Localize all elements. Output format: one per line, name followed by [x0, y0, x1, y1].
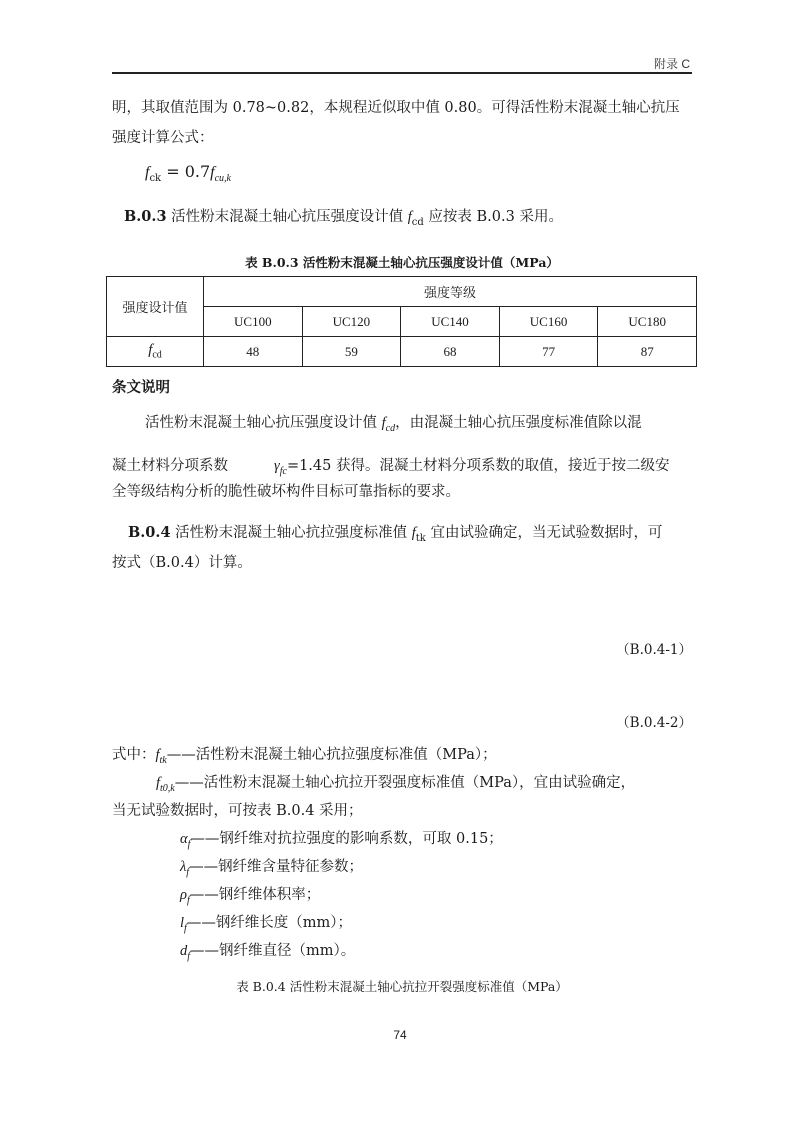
- clause-b04: B.0.4 活性粉末混凝土轴心抗拉强度标准值 $f_{tk}$ 宜由试验确定，当无试验数据时，可: [128, 524, 663, 544]
- value-cell: 77: [499, 337, 598, 367]
- para1-line2: 强度计算公式：: [112, 130, 214, 146]
- where-ft0k: $f_{t0,k}——$活性粉末混凝土轴心抗拉开裂强度标准值（MPa），宜由试验确定，: [156, 775, 636, 794]
- grade-cell: UC140: [401, 307, 500, 337]
- var-l: $l_f——$钢纤维长度（mm）；: [180, 915, 353, 934]
- grade-cell: UC160: [499, 307, 598, 337]
- clause-b04-line2: 按式（B.0.4）计算。: [112, 555, 252, 571]
- var-d: $d_f——$钢纤维直径（mm）。: [180, 943, 356, 962]
- clause-b03: B.0.3 活性粉末混凝土轴心抗压强度设计值 $f_{cd}$ 应按表 B.0.3 采用。: [124, 208, 563, 228]
- commentary-line2: 凝土材料分项系数 $\gamma_{fc}=1.45$ 获得。混凝土材料分项系数的取值，接近于按二级安: [112, 458, 670, 477]
- formula-fck: $f_{ck} = 0.7f_{cu,k}$: [145, 162, 231, 185]
- equation-label-2: （B.0.4-2）: [616, 715, 692, 731]
- commentary-line3: 全等级结构分析的脆性破坏构件目标可靠指标的要求。: [112, 484, 460, 500]
- fcd-label: $f_{cd}$: [107, 337, 204, 367]
- table-b03: [106, 276, 697, 367]
- row-header: 强度设计值: [107, 277, 204, 337]
- header-rule: [112, 72, 692, 74]
- grade-cell: UC180: [598, 307, 697, 337]
- value-cell: 48: [204, 337, 303, 367]
- var-lambda: $\lambda_f——$钢纤维含量特征参数；: [180, 859, 364, 878]
- where-ft0k-line2: 当无试验数据时，可按表 B.0.4 采用；: [112, 803, 363, 819]
- value-cell: 87: [598, 337, 697, 367]
- running-header: 附录 C: [653, 57, 690, 71]
- commentary-title: 条文说明: [112, 379, 170, 396]
- where-ftk: 式中：$f_{tk}——$活性粉末混凝土轴心抗拉强度标准值（MPa）；: [112, 747, 497, 766]
- page-number: 74: [393, 1028, 407, 1042]
- value-cell: 59: [302, 337, 401, 367]
- table-b03-caption: 表 B.0.3 活性粉末混凝土轴心抗压强度设计值（MPa）: [245, 255, 559, 270]
- grade-cell: UC100: [204, 307, 303, 337]
- grade-cell: UC120: [302, 307, 401, 337]
- value-cell: 68: [401, 337, 500, 367]
- commentary-line1: 活性粉末混凝土轴心抗压强度设计值 $f_{cd}$，由混凝土轴心抗压强度标准值除以混: [145, 415, 642, 434]
- equation-label-1: （B.0.4-1）: [616, 642, 692, 658]
- group-header: 强度等级: [204, 277, 697, 307]
- var-rho: $\rho_f——$钢纤维体积率；: [180, 887, 321, 906]
- var-alpha: $\alpha_f——$钢纤维对抗拉强度的影响系数，可取 0.15；: [180, 831, 503, 850]
- table-b04-caption: 表 B.0.4 活性粉末混凝土轴心抗拉开裂强度标准值（MPa）: [236, 979, 568, 994]
- para1-line1: 明，其取值范围为 0.78~0.82，本规程近似取中值 0.80。可得活性粉末混凝土轴心抗压: [112, 100, 680, 116]
